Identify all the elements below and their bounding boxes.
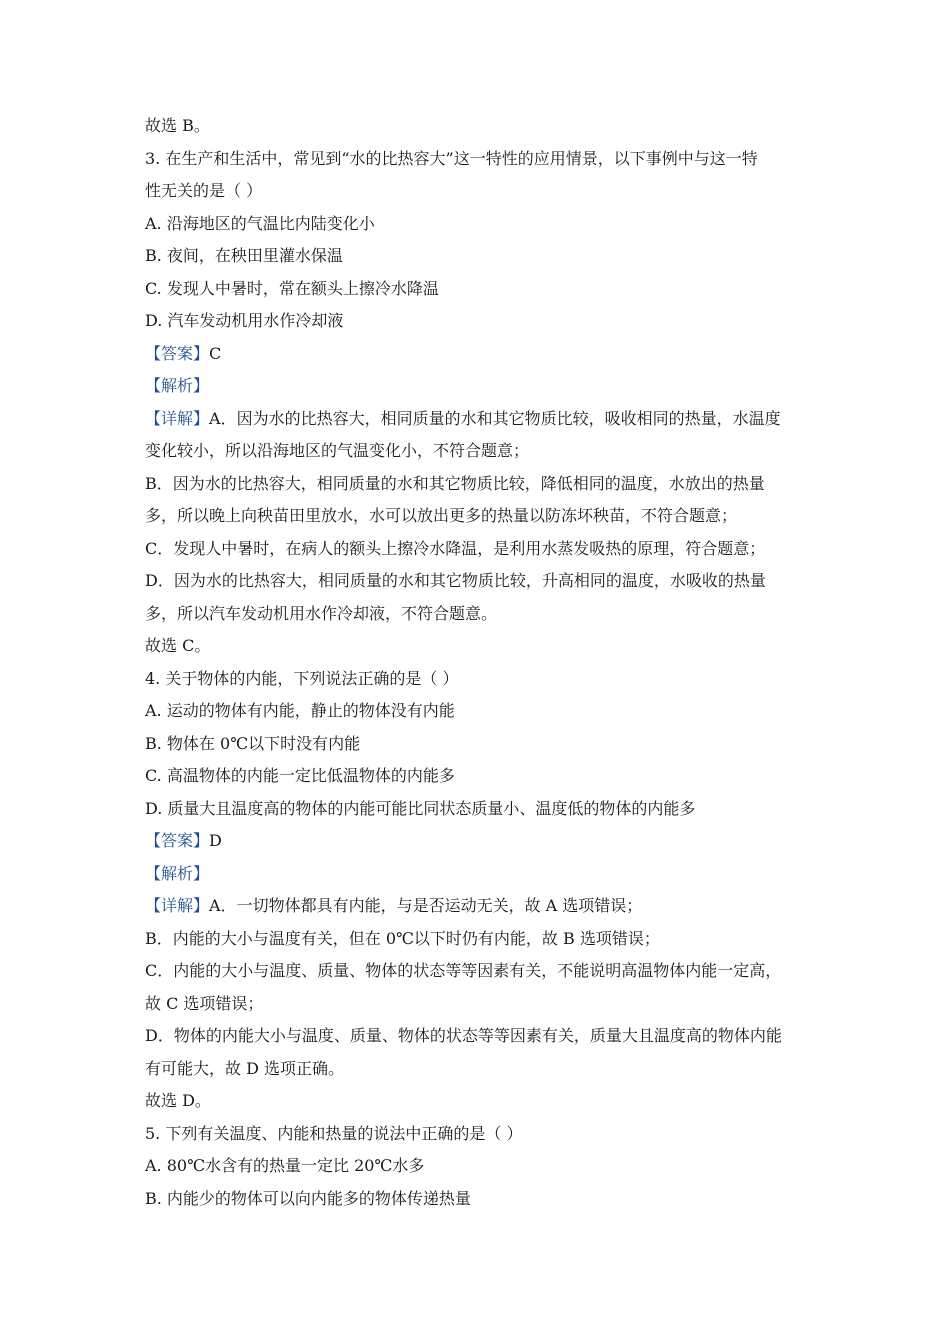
text-line xyxy=(145,1085,815,1118)
text-line xyxy=(145,175,815,208)
text-line xyxy=(145,533,815,566)
line-text: B. 物体在 0℃以下时没有内能 xyxy=(145,733,361,753)
text-line xyxy=(145,663,815,696)
text-line xyxy=(145,468,815,501)
line-text: D xyxy=(209,831,222,850)
text-line xyxy=(145,305,815,338)
line-text: 多，所以汽车发动机用水作冷却液，不符合题意。 xyxy=(145,603,498,623)
text-line xyxy=(145,370,815,403)
line-text: B. 内能少的物体可以向内能多的物体传递热量 xyxy=(145,1188,471,1208)
text-line xyxy=(145,143,815,176)
line-text: C. 高温物体的内能一定比低温物体的内能多 xyxy=(145,766,455,785)
line-text: 多，所以晚上向秧苗田里放水，水可以放出更多的热量以防冻坏秧苗，不符合题意； xyxy=(145,506,738,525)
document-page xyxy=(145,110,815,1215)
text-line xyxy=(145,240,815,273)
text-line xyxy=(145,1118,815,1151)
text-line xyxy=(145,630,815,663)
text-line xyxy=(145,1183,815,1216)
line-text: A．一切物体都具有内能，与是否运动无关，故 A 选项错误； xyxy=(209,896,643,915)
text-line xyxy=(145,598,815,631)
text-line xyxy=(145,500,815,533)
line-text: C. 发现人中暑时，常在额头上擦冷水降温 xyxy=(145,278,439,298)
line-text: D. 汽车发动机用水作冷却液 xyxy=(145,311,344,330)
text-line xyxy=(145,273,815,306)
line-text: 3. 在生产和生活中，常见到“水的比热容大”这一特性的应用情景，以下事例中与这一特 xyxy=(145,148,758,168)
section-tag: 【详解】 xyxy=(145,896,210,915)
line-text: A. 运动的物体有内能，静止的物体没有内能 xyxy=(145,701,455,720)
text-line xyxy=(145,110,815,143)
line-text: 5. 下列有关温度、内能和热量的说法中正确的是（ ） xyxy=(145,1123,523,1143)
line-text: D. 质量大且温度高的物体的内能可能比同状态质量小、温度低的物体的内能多 xyxy=(145,798,696,818)
text-line xyxy=(145,825,815,858)
section-tag: 【解析】 xyxy=(145,376,210,395)
text-line xyxy=(145,403,815,436)
text-line xyxy=(145,695,815,728)
section-tag: 【解析】 xyxy=(145,863,210,883)
text-line xyxy=(145,1053,815,1086)
line-text: C．内能的大小与温度、质量、物体的状态等等因素有关，不能说明高温物体内能一定高， xyxy=(145,961,782,980)
text-line xyxy=(145,923,815,956)
text-line xyxy=(145,793,815,826)
text-line xyxy=(145,338,815,371)
line-text: 故选 D。 xyxy=(145,1091,211,1110)
line-text: A．因为水的比热容大，相同质量的水和其它物质比较，吸收相同的热量，水温度 xyxy=(209,408,781,428)
section-tag: 【答案】 xyxy=(145,343,210,363)
text-line xyxy=(145,955,815,988)
text-line xyxy=(145,988,815,1021)
line-text: 变化较小，所以沿海地区的气温变化小，不符合题意； xyxy=(145,441,530,460)
line-text: C．发现人中暑时，在病人的额头上擦冷水降温，是利用水蒸发吸热的原理，符合题意； xyxy=(145,538,766,558)
line-text: A. 沿海地区的气温比内陆变化小 xyxy=(145,213,375,233)
section-tag: 【答案】 xyxy=(145,831,210,850)
line-text: B. 夜间，在秧田里灌水保温 xyxy=(145,246,343,265)
text-line xyxy=(145,1150,815,1183)
text-line xyxy=(145,760,815,793)
text-line xyxy=(145,208,815,241)
line-text: 4. 关于物体的内能，下列说法正确的是（ ） xyxy=(145,668,459,688)
text-line xyxy=(145,890,815,923)
text-line xyxy=(145,1020,815,1053)
line-text: 故 C 选项错误； xyxy=(145,993,264,1013)
line-text: 故选 B。 xyxy=(145,116,210,135)
line-text: 有可能大，故 D 选项正确。 xyxy=(145,1058,345,1078)
line-text: 故选 C。 xyxy=(145,636,211,655)
section-tag: 【详解】 xyxy=(145,408,210,428)
line-text: B．因为水的比热容大，相同质量的水和其它物质比较，降低相同的温度，水放出的热量 xyxy=(145,473,765,493)
line-text: 性无关的是（ ） xyxy=(145,181,263,200)
text-line xyxy=(145,565,815,598)
text-line xyxy=(145,435,815,468)
line-text: D．物体的内能大小与温度、质量、物体的状态等等因素有关，质量大且温度高的物体内能 xyxy=(145,1026,782,1045)
line-text: A. 80℃水含有的热量一定比 20℃水多 xyxy=(145,1156,425,1175)
line-text: B．内能的大小与温度有关，但在 0℃以下时仍有内能，故 B 选项错误； xyxy=(145,928,660,948)
line-text: C xyxy=(209,343,222,363)
text-line xyxy=(145,858,815,891)
text-line xyxy=(145,728,815,761)
line-text: D．因为水的比热容大，相同质量的水和其它物质比较，升高相同的温度，水吸收的热量 xyxy=(145,571,766,590)
